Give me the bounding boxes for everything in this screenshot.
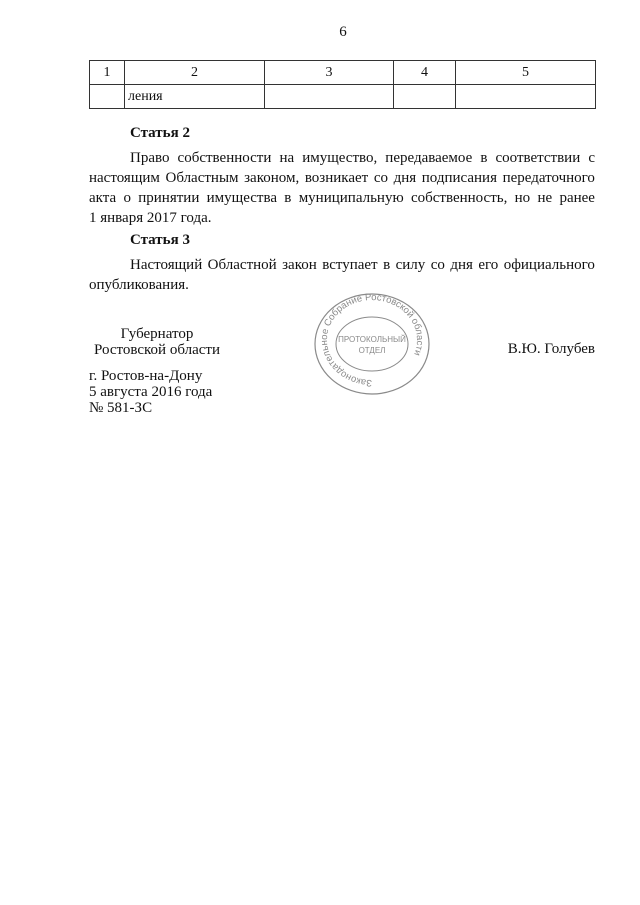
table-header-cell: 2: [125, 61, 265, 85]
paragraph-line: [89, 188, 595, 208]
word: его: [478, 257, 499, 273]
table-cell: [265, 85, 394, 109]
paragraph-line: [89, 208, 595, 228]
word: передаточного: [502, 170, 595, 186]
table-header-cell: 1: [90, 61, 125, 85]
signatory-title-line1: Губернатор: [120, 326, 194, 342]
table-header-cell: 5: [456, 61, 596, 85]
paragraph-line: [89, 275, 595, 295]
signatory-title-line2: Ростовской области: [94, 342, 220, 358]
word: не: [537, 190, 553, 206]
word: собственности: [177, 150, 272, 166]
word: в: [383, 257, 391, 273]
word: Настоящий: [130, 257, 203, 273]
signatory-name: В.Ю. Голубев: [507, 341, 595, 357]
word: Областным: [165, 170, 239, 186]
article-2-text: [89, 148, 595, 228]
signing-date: 5 августа 2016 года: [89, 384, 213, 400]
word: настоящим: [89, 170, 160, 186]
official-stamp: [313, 293, 431, 396]
stamp-center-line2: ОТДЕЛ: [358, 346, 386, 355]
word: официального: [503, 257, 595, 273]
word: со: [430, 257, 445, 273]
table-cell: [90, 85, 125, 109]
word: дня: [393, 170, 417, 186]
word: вступает: [322, 257, 378, 273]
stamp-center-line1: ПРОТОКОЛЬНЫЙ: [338, 335, 406, 344]
article-2-heading: Статья 2: [130, 125, 190, 141]
table-header-cell: 4: [394, 61, 456, 85]
paragraph-line: [89, 255, 595, 275]
page-number: 6: [339, 24, 347, 40]
word: 1 января 2017 года.: [89, 210, 212, 226]
word: законом,: [244, 170, 300, 186]
stamp-ring-text: Законодательное Собрание Ростовской области: [318, 293, 426, 389]
word: Областной: [207, 257, 277, 273]
paragraph-line: [89, 148, 595, 168]
word: но: [514, 190, 531, 206]
word: закон: [282, 257, 317, 273]
word: со: [373, 170, 388, 186]
word: о: [123, 190, 131, 206]
word: Право: [130, 150, 170, 166]
table-header-cell: 3: [265, 61, 394, 85]
word: имущества: [206, 190, 277, 206]
word: на: [279, 150, 295, 166]
word: собственность,: [410, 190, 508, 206]
word: опубликования.: [89, 277, 189, 293]
word: передаваемое: [385, 150, 473, 166]
word: силу: [395, 257, 426, 273]
continuation-table: [89, 60, 596, 109]
place-of-signing: г. Ростов-на-Дону: [89, 368, 203, 384]
word: в: [480, 150, 488, 166]
word: акта: [89, 190, 117, 206]
law-number: № 581-ЗС: [89, 400, 153, 416]
word: ранее: [559, 190, 595, 206]
word: дня: [450, 257, 473, 273]
word: в: [284, 190, 292, 206]
word: с: [588, 150, 595, 166]
word: имущество,: [302, 150, 378, 166]
table-cell: [394, 85, 456, 109]
table-row: [90, 85, 596, 109]
stamp-inner-ring: [336, 317, 408, 371]
word: муниципальную: [298, 190, 404, 206]
table-header-row: [90, 61, 596, 85]
table-cell: [456, 85, 596, 109]
word: подписания: [421, 170, 497, 186]
word: принятии: [138, 190, 200, 206]
word: соответствии: [495, 150, 581, 166]
document-meta: [89, 368, 212, 416]
article-3-text: [89, 255, 595, 295]
paragraph-line: [89, 168, 595, 188]
table-cell: ления: [125, 85, 265, 109]
word: возникает: [304, 170, 369, 186]
article-3-heading: Статья 3: [130, 232, 190, 248]
